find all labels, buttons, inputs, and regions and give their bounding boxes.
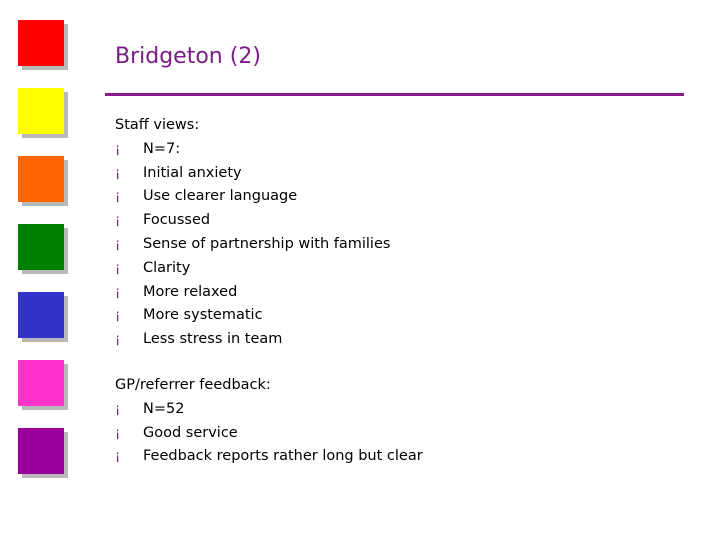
staff-views-item [115,138,675,162]
gp-feedback-item-text: N=52 [143,400,185,417]
yellow-square [18,88,66,134]
gp-feedback-item [115,422,675,446]
staff-views-item-text: N=7: [143,140,181,157]
bullet-icon: ¡ [115,189,121,205]
staff-views-item-text: Focussed [143,212,211,229]
page-title: Bridgeton (2) [115,44,261,69]
green-square [18,224,66,270]
staff-views-item-text: Clarity [143,259,191,276]
bullet-icon: ¡ [115,308,121,324]
staff-views-item-text: More systematic [143,307,263,324]
gp-feedback-item-text: Feedback reports rather long but clear [143,448,423,465]
bullet-icon: ¡ [115,401,121,417]
bullet-icon: ¡ [115,141,121,157]
bullet-icon: ¡ [115,236,121,252]
bullet-icon: ¡ [115,260,121,276]
staff-views-item-text: Sense of partnership with families [143,235,391,252]
staff-views-item [115,162,675,186]
bullet-icon: ¡ [115,213,121,229]
staff-views-list [115,138,675,352]
purple-square [18,428,66,474]
staff-views-item-text: More relaxed [143,283,238,300]
gp-feedback-item [115,398,675,422]
gp-feedback-heading: GP/referrer feedback: [115,376,271,393]
red-square [18,20,66,66]
bullet-icon: ¡ [115,425,121,441]
gp-feedback-list [115,398,675,469]
staff-views-item-text: Less stress in team [143,331,283,348]
staff-views-heading: Staff views: [115,117,200,133]
bullet-icon: ¡ [115,449,121,465]
staff-views-item-text: Use clearer language [143,188,298,205]
orange-square [18,156,66,202]
title-divider [105,93,684,96]
gp-feedback-item [115,445,675,469]
staff-views-item [115,281,675,305]
gp-feedback-item-text: Good service [143,424,238,441]
pink-square [18,360,66,406]
staff-views-item [115,185,675,209]
bullet-icon: ¡ [115,165,121,181]
staff-views-item [115,233,675,257]
staff-views-item [115,209,675,233]
staff-views-item [115,304,675,328]
staff-views-item-text: Initial anxiety [143,164,242,181]
slide-content [115,114,675,469]
blue-square [18,292,66,338]
staff-views-item [115,257,675,281]
staff-views-item [115,328,675,352]
bullet-icon: ¡ [115,332,121,348]
bullet-icon: ¡ [115,284,121,300]
